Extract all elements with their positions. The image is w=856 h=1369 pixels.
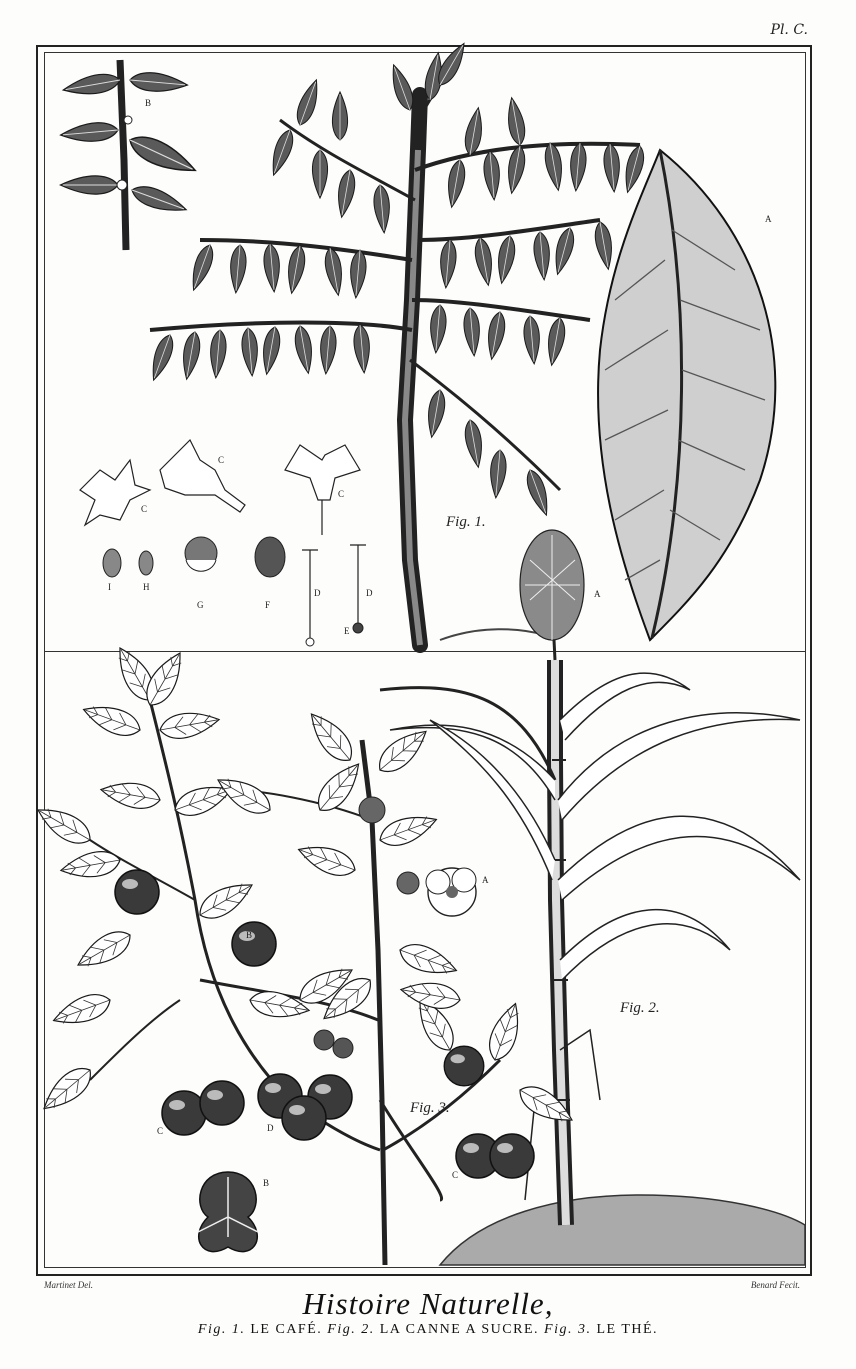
tea-plant-figure <box>32 642 578 1265</box>
label-h: H <box>143 582 150 592</box>
label-f: F <box>265 600 271 610</box>
label-c1: C <box>141 504 148 514</box>
label-c3: C <box>338 489 345 499</box>
label-i: I <box>108 582 111 592</box>
figure-2-label: Fig. 2. <box>620 1000 660 1016</box>
label-g: G <box>197 600 204 610</box>
caption-fig1: Fig. 1. <box>197 1322 246 1337</box>
label-tea-b2: B <box>263 1178 270 1188</box>
caption-fig3-name: LE THÉ. <box>596 1322 659 1337</box>
label-b: B <box>145 98 152 108</box>
label-d2: D <box>366 588 373 598</box>
caption-fig1-name: LE CAFÉ. <box>250 1322 323 1337</box>
plate-title: Histoire Naturelle, <box>302 1286 554 1321</box>
label-tea-b1: B <box>246 930 253 940</box>
label-cane-a: A <box>594 589 601 599</box>
coffee-flowers <box>80 440 366 646</box>
engraver-credit: Benard Fecit. <box>750 1280 800 1290</box>
label-tea-c1: C <box>157 1126 164 1136</box>
caption-fig3: Fig. 3. <box>544 1322 592 1337</box>
figure-3-label: Fig. 3. <box>410 1100 450 1116</box>
label-tea-d: D <box>267 1123 274 1133</box>
label-tea-c2: C <box>452 1170 459 1180</box>
label-a: A <box>765 214 772 224</box>
figure-1-label: Fig. 1. <box>446 514 486 530</box>
caption-fig2-name: LA CANNE A SUCRE. <box>379 1322 540 1337</box>
label-c2: C <box>218 455 225 465</box>
plate-number: Pl. C. <box>770 22 808 38</box>
label-d1: D <box>314 588 321 598</box>
label-tea-a: A <box>482 875 489 885</box>
coffee-leaf-a <box>598 150 775 640</box>
coffee-branch-detail <box>60 60 200 250</box>
label-e: E <box>344 626 350 636</box>
plate-caption <box>0 1322 856 1338</box>
draughtsman-credit: Martinet Del. <box>44 1280 93 1290</box>
caption-fig2: Fig. 2. <box>327 1322 375 1337</box>
